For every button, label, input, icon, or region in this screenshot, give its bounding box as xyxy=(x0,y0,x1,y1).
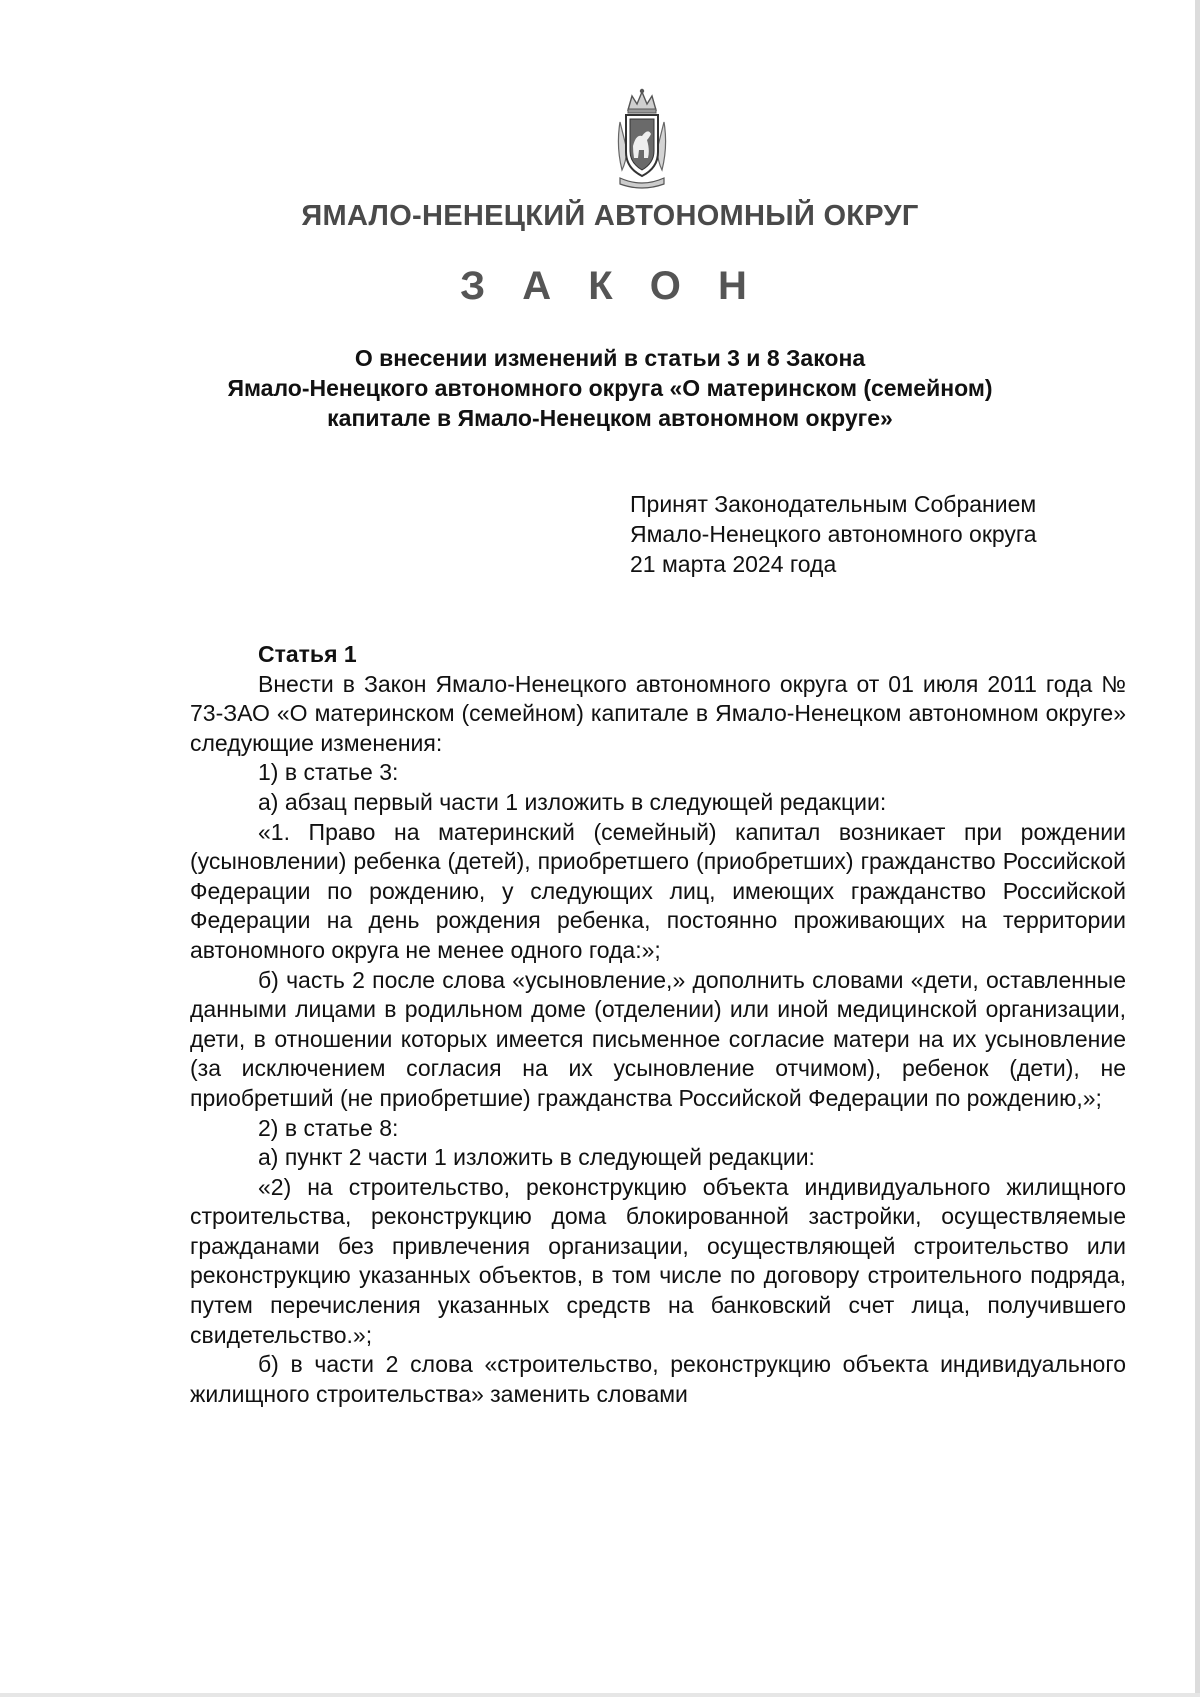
article-paragraph: Внести в Закон Ямало-Ненецкого автономного округа от 01 июля 2011 года № 73-ЗАО «О материнском (семейном) капитале в Ямало-Ненецком автономном округе» следующие изменения: xyxy=(190,670,1126,756)
article-paragraph: а) абзац первый части 1 изложить в следующей редакции: xyxy=(258,788,887,815)
adoption-line: Ямало-Ненецкого автономного округа xyxy=(630,521,1037,547)
adoption-date: 21 марта 2024 года xyxy=(630,551,837,577)
document-type: З А К О Н xyxy=(460,264,760,308)
article-paragraph: 2) в статье 8: xyxy=(258,1114,399,1141)
article-paragraph: «2) на строительство, реконструкцию объекта индивидуального жилищного строительства, реконструкцию дома блокированной застройки, осуществляемые гражданами без привлечения организации, осуществляющей строительство или реконструкцию указанных объектов, в том числе по договору строительного подряда, путем перечисления указанных средств на банковский счет лица, получившего свидетельство.»; xyxy=(190,1173,1126,1348)
region-name: ЯМАЛО-НЕНЕЦКИЙ АВТОНОМНЫЙ ОКРУГ xyxy=(301,200,919,232)
page-edge-bottom xyxy=(0,1693,1200,1697)
coat-of-arms-icon xyxy=(614,88,670,192)
law-title-line: Ямало-Ненецкого автономного округа «О материнском (семейном) xyxy=(227,375,993,401)
page-edge-right xyxy=(1195,0,1200,1697)
article-1 xyxy=(190,640,1126,1409)
law-title xyxy=(170,343,1050,433)
adoption-note xyxy=(630,489,1100,579)
article-paragraph: 1) в статье 3: xyxy=(258,759,399,786)
law-title-line: капитале в Ямало-Ненецком автономном округе» xyxy=(327,405,893,431)
article-heading: Статья 1 xyxy=(258,641,357,667)
article-paragraph: б) часть 2 после слова «усыновление,» дополнить словами «дети, оставленные данными лицами в родильном доме (отделении) или иной медицинской организации, дети, в отношении которых имеется письменное согласие матери на их усыновление (за исключением согласия на их усыновление отчимом), ребенок (дети), не приобретший (не приобретшие) гражданства Российской Федерации по рождению,»; xyxy=(190,966,1126,1111)
article-paragraph: б) в части 2 слова «строительство, реконструкцию объекта индивидуального жилищного строительства» заменить словами xyxy=(190,1351,1126,1407)
law-title-line: О внесении изменений в статьи 3 и 8 Закона xyxy=(354,345,866,371)
adoption-line: Принят Законодательным Собранием xyxy=(630,491,1037,517)
article-paragraph: а) пункт 2 части 1 изложить в следующей редакции: xyxy=(258,1144,815,1171)
article-paragraph: «1. Право на материнский (семейный) капитал возникает при рождении (усыновлении) ребенка (детей), приобретшего (приобретших) гражданство Российской Федерации по рождению, у следующих лиц, имеющих гражданство Российской Федерации на день рождения ребенка, постоянно проживающих на территории автономного округа не менее одного года:»; xyxy=(190,818,1126,963)
